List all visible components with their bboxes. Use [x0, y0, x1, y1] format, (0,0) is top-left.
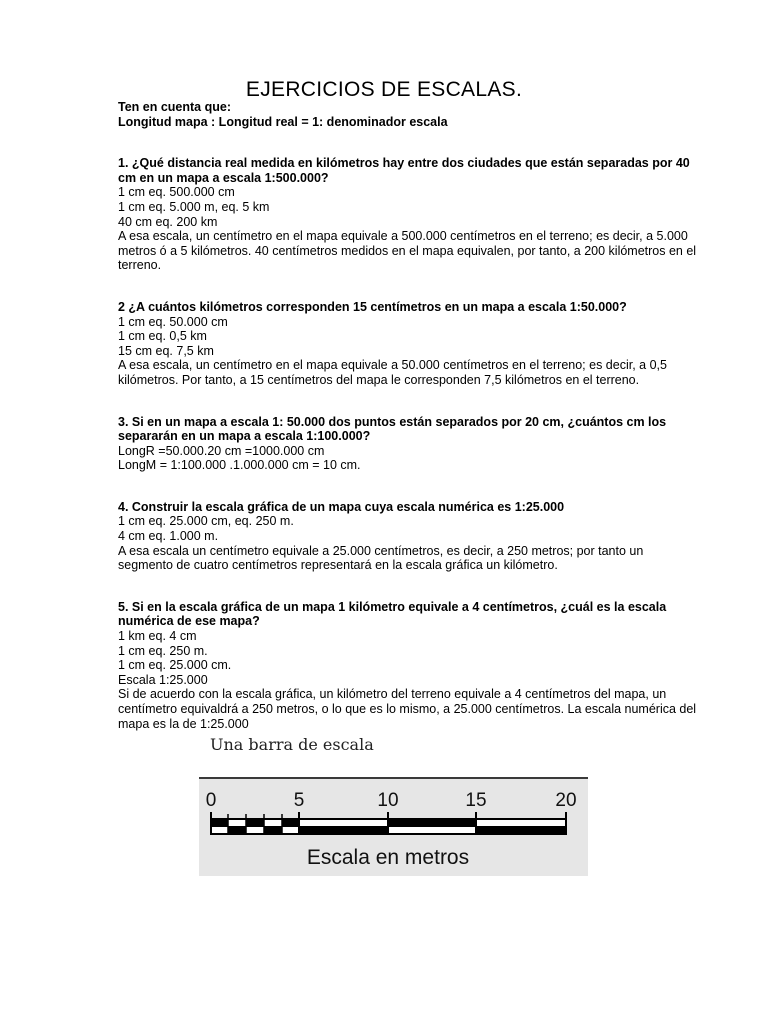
- scale-tick-label: 20: [555, 790, 577, 811]
- exercise-question-line: 4. Construir la escala gráfica de un mapa cuya escala numérica es 1:25.000: [118, 499, 565, 514]
- scale-unit-label: Escala en metros: [306, 846, 470, 869]
- exercise: [118, 156, 698, 273]
- exercise-explanation-line: metros ó a 5 kilómetros. 40 centímetros medidos en el mapa equivalen, por tanto, a 200 kilómetros en el: [118, 243, 697, 258]
- exercise-explanation-line: A esa escala, un centímetro en el mapa equivale a 50.000 centímetros en el terreno; es decir, a 0,5: [118, 358, 667, 373]
- scale-segment: [246, 819, 264, 827]
- scale-segment: [282, 819, 299, 827]
- exercise-explanation-line: A esa escala un centímetro equivale a 25.000 centímetros, es decir, a 250 metros; por tanto un: [118, 543, 644, 558]
- document-body: [118, 100, 698, 731]
- exercise-step: 1 cm eq. 25.000 cm.: [118, 658, 232, 673]
- exercise-step: LongR =50.000.20 cm =1000.000 cm: [118, 443, 325, 458]
- scale-segment: [299, 827, 388, 835]
- scale-segment: [388, 819, 476, 827]
- exercise-step: 1 cm eq. 250 m.: [118, 643, 208, 658]
- exercise-question-line: 2 ¿A cuántos kilómetros corresponden 15 centímetros en un mapa a escala 1:50.000?: [118, 299, 627, 314]
- exercise-question-line: cm en un mapa a escala 1:500.000?: [118, 170, 329, 185]
- exercise-step: 1 cm eq. 500.000 cm: [118, 185, 235, 200]
- scale-tick-label: 0: [205, 790, 217, 811]
- exercise-step: LongM = 1:100.000 .1.000.000 cm = 10 cm.: [118, 458, 361, 473]
- figure-caption: Una barra de escala: [210, 735, 374, 754]
- exercise-step: 1 km eq. 4 cm: [118, 629, 197, 644]
- exercise-question-line: 5. Si en la escala gráfica de un mapa 1 kilómetro equivale a 4 centímetros, ¿cuál es la escala: [118, 599, 667, 614]
- exercise-step: Escala 1:25.000: [118, 672, 208, 687]
- intro-line-1: Ten en cuenta que:: [118, 100, 231, 114]
- exercise-step: 4 cm eq. 1.000 m.: [118, 529, 219, 544]
- exercise-explanation-line: terreno.: [118, 258, 162, 273]
- exercise-explanation-line: Si de acuerdo con la escala gráfica, un kilómetro del terreno equivale a 4 centímetros del mapa, un: [118, 687, 667, 702]
- exercise: [118, 500, 698, 573]
- scale-tick-label: 5: [293, 790, 305, 811]
- intro-line-2: Longitud mapa : Longitud real = 1: denominador escala: [118, 114, 448, 129]
- exercise-list: [118, 156, 698, 731]
- scale-segment: [476, 827, 566, 835]
- scale-segment: [211, 819, 228, 827]
- exercise: [118, 300, 698, 388]
- scale-segment: [228, 827, 246, 835]
- exercise-explanation-line: mapa es la de 1:25.000: [118, 716, 249, 731]
- exercise-explanation-line: A esa escala, un centímetro en el mapa equivale a 500.000 centímetros en el terreno; es decir, a 5.000: [118, 229, 688, 244]
- exercise-question-line: 1. ¿Qué distancia real medida en kilómetros hay entre dos ciudades que están separadas por 40: [118, 156, 690, 171]
- exercise-question-line: 3. Si en un mapa a escala 1: 50.000 dos puntos están separados por 20 cm, ¿cuántos cm los: [118, 414, 667, 429]
- exercise-step: 1 cm eq. 50.000 cm: [118, 314, 228, 329]
- scale-segment: [264, 827, 282, 835]
- exercise-explanation-line: centímetro equivaldrá a 250 metros, o lo que es lo mismo, a 25.000 centímetros. La escala numérica del: [118, 702, 697, 716]
- exercise-step: 40 cm eq. 200 km: [118, 214, 218, 229]
- scale-bar-figure: [199, 777, 588, 876]
- scale-bar-graphic: [199, 779, 588, 876]
- exercise-question-line: separarán en un mapa a escala 1:100.000?: [118, 429, 371, 444]
- exercise-question-line: numérica de ese mapa?: [118, 614, 260, 629]
- exercise-step: 1 cm eq. 25.000 cm, eq. 250 m.: [118, 514, 294, 529]
- exercise-step: 15 cm eq. 7,5 km: [118, 343, 214, 358]
- exercise-step: 1 cm eq. 5.000 m, eq. 5 km: [118, 199, 270, 214]
- scale-bar-tick-labels: [206, 790, 577, 811]
- scale-tick-label: 15: [465, 790, 487, 811]
- exercise-step: 1 cm eq. 0,5 km: [118, 329, 207, 344]
- page-title: EJERCICIOS DE ESCALAS.: [245, 78, 523, 101]
- exercise-explanation-line: kilómetros. Por tanto, a 15 centímetros del mapa le corresponden 7,5 kilómetros en el terreno.: [118, 372, 640, 387]
- exercise-explanation-line: segmento de cuatro centímetros representará en la escala gráfica un kilómetro.: [118, 558, 558, 573]
- scale-tick-label: 10: [377, 790, 399, 811]
- exercise: [118, 600, 698, 731]
- exercise: [118, 415, 698, 473]
